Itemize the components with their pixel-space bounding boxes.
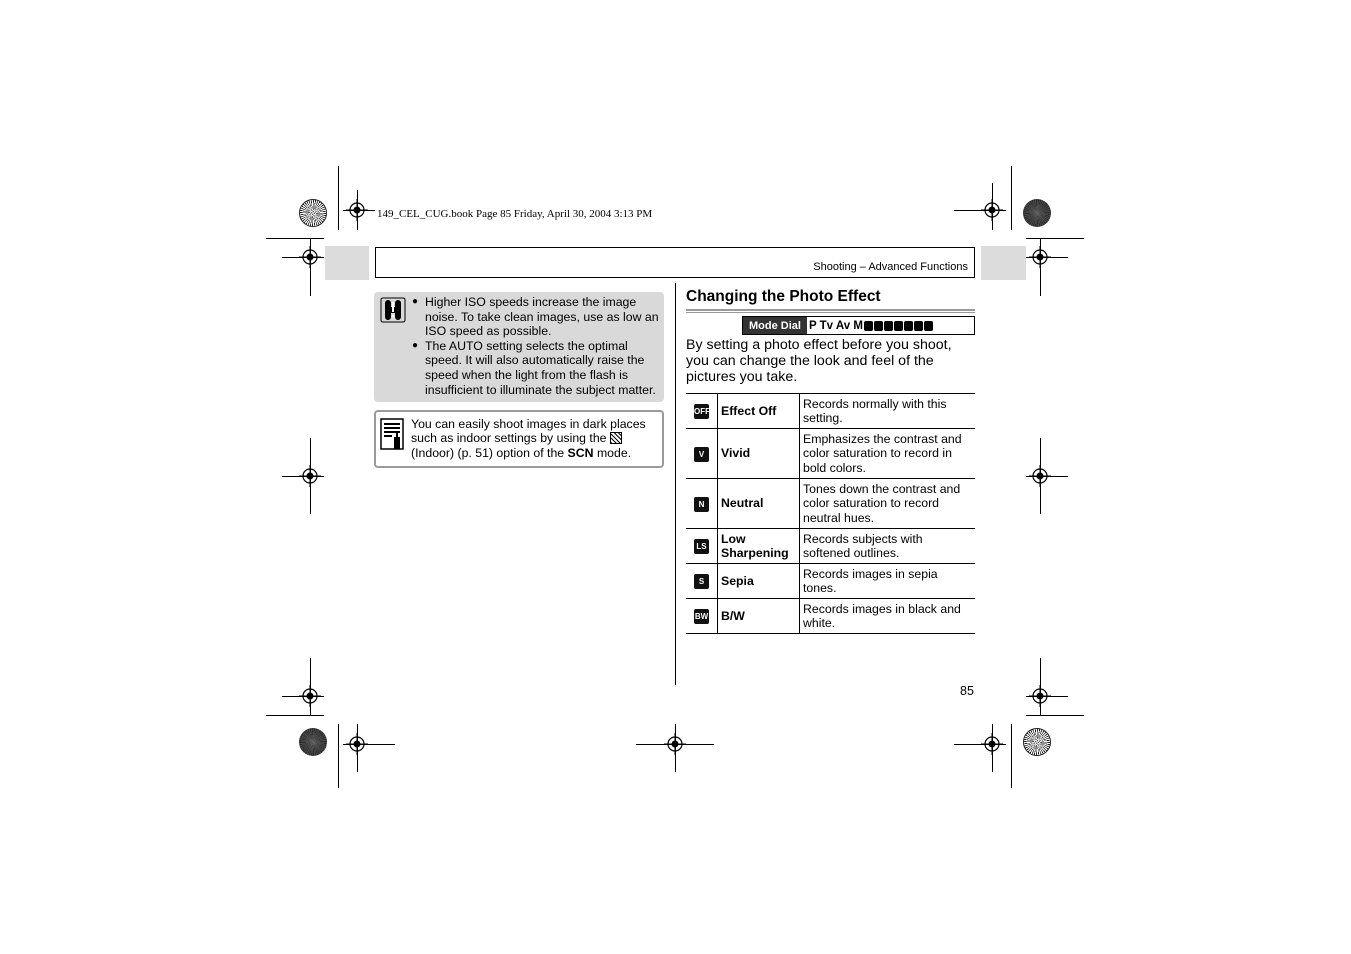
table-row	[686, 599, 975, 634]
title-rule	[686, 309, 975, 311]
note-text-middle: (Indoor) (p. 51) option of the	[411, 445, 565, 460]
sepia-icon: S	[694, 574, 709, 589]
slow-shutter-mode-icon	[904, 321, 913, 331]
note-box	[374, 410, 664, 468]
registration-crosshair-icon	[1029, 685, 1051, 707]
registration-crosshair-icon	[1029, 465, 1051, 487]
caution-item: ● Higher ISO speeds increase the image noise. To take clean images, use as low an ISO speed as possible.	[412, 295, 660, 339]
memo-icon	[380, 418, 404, 450]
registration-sunburst-icon	[1023, 728, 1051, 756]
effect-name: Sepia	[718, 564, 800, 599]
caution-item: ● The AUTO setting selects the optimal speed. It will also automatically raise the speed when the light from the flash is insufficient to illuminate the subject matter.	[412, 339, 660, 397]
table-row	[686, 394, 975, 429]
photo-effect-table	[686, 393, 975, 634]
mode-dial-modes	[807, 317, 974, 334]
effect-name: Effect Off	[718, 394, 800, 429]
registration-crosshair-icon	[981, 199, 1003, 221]
registration-crosshair-icon	[664, 733, 686, 755]
section-title: Changing the Photo Effect	[686, 288, 881, 305]
caution-icon	[380, 297, 406, 323]
portrait-mode-icon	[864, 321, 873, 331]
registration-sunburst-icon	[299, 199, 327, 227]
note-text-after: mode.	[596, 445, 632, 460]
effect-description: Records subjects with softened outlines.	[800, 529, 976, 564]
effect-name: B/W	[718, 599, 800, 634]
note-text-before: You can easily shoot images in dark places such as indoor settings by using the	[411, 417, 646, 446]
table-row	[686, 429, 975, 479]
effect-off-icon: OFF	[694, 404, 709, 419]
note-text	[411, 417, 661, 460]
registration-crosshair-icon	[299, 465, 321, 487]
effect-name: Vivid	[718, 429, 800, 479]
file-info: 149_CEL_CUG.book Page 85 Friday, April 30, 2004 3:13 PM	[377, 208, 653, 220]
landscape-mode-icon	[874, 321, 883, 331]
intro-text: By setting a photo effect before you shoot, you can change the look and feel of the pictures you take.	[686, 337, 952, 385]
effect-description: Emphasizes the contrast and color saturation to record in bold colors.	[800, 429, 976, 479]
effect-description: Tones down the contrast and color saturation to record neutral hues.	[800, 479, 976, 529]
table-row	[686, 479, 975, 529]
vivid-icon: V	[694, 447, 709, 462]
effect-description: Records images in black and white.	[800, 599, 976, 634]
bw-icon: BW	[694, 609, 709, 624]
registration-sunburst-icon	[1023, 199, 1051, 227]
page-header	[375, 247, 975, 278]
indoor-scene-icon	[610, 432, 622, 444]
registration-crosshair-icon	[346, 733, 368, 755]
page-number: 85	[960, 684, 974, 698]
registration-sunburst-icon	[299, 728, 327, 756]
caution-box	[374, 292, 664, 402]
effect-description: Records images in sepia tones.	[800, 564, 976, 599]
stitch-assist-mode-icon	[914, 321, 923, 331]
mode-dial-label: Mode Dial	[743, 317, 807, 334]
effect-name: Low Sharpening	[718, 529, 800, 564]
table-row	[686, 529, 975, 564]
effect-name: Neutral	[718, 479, 800, 529]
fast-shutter-mode-icon	[894, 321, 903, 331]
header-section-title: Shooting – Advanced Functions	[813, 261, 968, 273]
table-row	[686, 564, 975, 599]
mode-dial-bar	[742, 316, 975, 335]
registration-crosshair-icon	[981, 733, 1003, 755]
caution-list	[412, 295, 660, 397]
mode-dial-letters: P Tv Av M	[809, 319, 863, 332]
low-sharpening-icon: LS	[694, 539, 709, 554]
registration-crosshair-icon	[346, 199, 368, 221]
title-rule	[686, 312, 975, 313]
neutral-icon: N	[694, 497, 709, 512]
column-divider	[675, 283, 676, 685]
registration-crosshair-icon	[299, 685, 321, 707]
note-text-bold: SCN	[567, 445, 594, 460]
night-scene-mode-icon	[884, 321, 893, 331]
effect-description: Records normally with this setting.	[800, 394, 976, 429]
movie-mode-icon	[924, 321, 933, 331]
